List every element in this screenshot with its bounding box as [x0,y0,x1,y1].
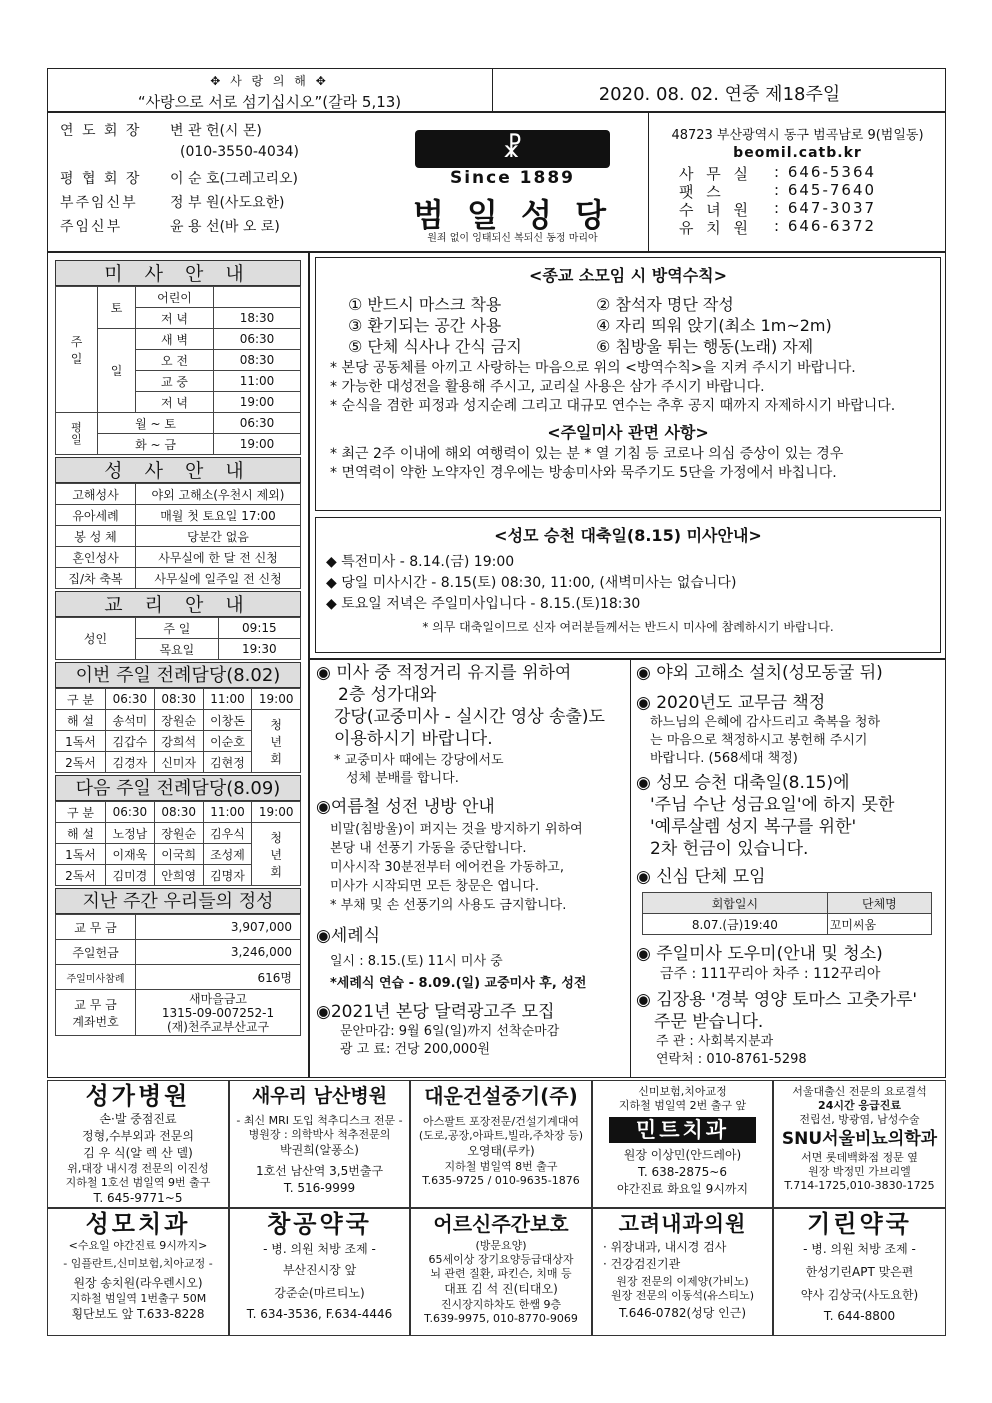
catechism-day: 주 일 [136,618,219,639]
ad-line: T.646-0782(성당 인근) [618,1306,747,1320]
sacrament-name: 봉 성 체 [56,526,136,547]
name-cell: 김미경 [106,865,155,886]
right-news [636,662,941,1069]
news-body: 비말(침방울)이 퍼지는 것을 방지하기 위하여 [330,822,583,837]
sacrament-info: 사무실에 일주일 전 신청 [136,568,301,589]
motto: “사랑으로 서로 섬기십시오”(갈라 5,13) [137,93,402,111]
ad-line: · 건강검진기관 [603,1257,681,1271]
role-cell: 2독서 [56,752,106,773]
saturday-label: 토 [98,287,136,329]
col-head: 06:30 [106,802,155,823]
ad-line: 신미보험,치아교정 [638,1085,727,1098]
ad-line: T. 638-2875~6 [638,1165,727,1179]
staff-role [60,144,180,168]
catechism-table [55,617,301,660]
ad-line: 지하철 범일역 2번 출구 앞 [618,1099,747,1112]
mass-time: 11:00 [214,371,301,392]
sacrament-title: 성 사 안 내 [55,457,301,483]
ad-line: 약사 김상국(사도요한) [800,1288,919,1302]
address: 48723 부산광역시 동구 범곡남로 9(범일동) [671,128,924,143]
mass-name: 새 벽 [136,329,214,350]
name-cell: 장원순 [154,710,203,731]
catechism-time: 19:30 [218,639,300,660]
ad-line: T. 634-3536, F.634-4446 [246,1307,393,1321]
news-body: 미사가 시작되면 모든 창문은 엽니다. [330,879,540,894]
ad-title: 어르신주간보호 [433,1212,569,1236]
mass-time: 06:30 [214,413,301,434]
ad-line: - 최신 MRI 도입 척추디스크 전문 - [236,1114,403,1127]
mass-name: 월 ~ 토 [98,413,214,434]
header-motto-box [47,68,493,112]
chi-rho-icon: ☧ [502,134,523,164]
news-title: ◉ 주일미사 도우미(안내 및 청소) [636,944,883,964]
ad-line: 한성기린APT 맞은편 [805,1265,914,1279]
ad-line: 원장 박정민 가브리엘 [808,1165,911,1178]
ad-line: T.635-9725 / 010-9635-1876 [422,1174,580,1187]
news-body: 광 고 료: 건당 200,000원 [340,1042,491,1057]
staff-list [60,120,360,240]
ad-line: 부산진시장 앞 [282,1263,357,1277]
ad-title: 민트치과 [609,1117,756,1143]
ad-namsan-hospital [229,1080,410,1208]
sacrament-name: 유아세례 [56,505,136,526]
staff-name: 이 순 호(그레고리오) [170,171,299,187]
offering-amount: 3,246,000 [136,940,301,965]
news-body: 연락처 : 010-8761-5298 [656,1052,807,1067]
meeting-date: 8.07.(금)19:40 [643,914,828,935]
ad-line: 야간진료 화요일 9시까지 [616,1182,749,1196]
ad-line: 원장 전문의 이제양(가비노) [616,1275,749,1288]
ad-line: 오영태(루카) [467,1144,535,1158]
mass-title: 미 사 안 내 [55,260,301,286]
news-body: 강당(교중미사 - 실시간 영상 송출)도 [334,707,605,727]
ad-line: - 병. 의원 처방 조제 - [803,1242,916,1256]
ad-title: 창공약국 [267,1210,372,1238]
offering-amount: 616명 [136,965,301,990]
year-theme: ✥ 사 랑 의 해 ✥ [210,74,329,88]
ad-line: T.714-1725,010-3830-1725 [784,1179,935,1192]
sunday-label: 주 일 [56,287,98,413]
catechism-title: 교 리 안 내 [55,591,301,617]
assumption-notice [315,517,941,653]
group-meeting-table [642,892,932,935]
ad-line: 아스팔트 포장전문/건설기계대여 [423,1115,579,1128]
ad-kirin-pharmacy [773,1208,946,1336]
contact-box [648,112,946,252]
role-cell: 1독서 [56,844,106,865]
name-cell: 김갑수 [106,731,155,752]
col-head: 회합일시 [643,893,828,914]
ad-line: <수요일 야간진료 9시까지> [68,1239,208,1252]
adult-label: 성인 [56,618,136,660]
ad-changgong-pharmacy [229,1208,410,1336]
mass-time: 18:30 [214,308,301,329]
ad-line: 손·발 중점진료 [99,1112,177,1126]
ad-title: 새우리 남산병원 [251,1085,388,1107]
ad-line: T. 645-9771~5 [93,1191,183,1205]
phone-number: : 646-6372 [774,217,877,235]
ad-line: T.639-9975, 010-8770-9069 [424,1312,578,1325]
name-cell: 이국희 [154,844,203,865]
news-title: ◉세례식 [316,926,381,946]
news-title: ◉ 야외 고해소 설치(성모동굴 뒤) [636,663,883,683]
news-body: '예루살렘 성지 복구를 위한' [650,817,857,837]
ad-title: SNU서울비뇨의학과 [781,1129,938,1149]
ad-title: 기린약국 [807,1210,912,1238]
name-cell: 강희석 [154,731,203,752]
ad-line: 강준순(마르티노) [274,1286,365,1300]
mass-name: 저 녁 [136,308,214,329]
rule: ③ 환기되는 공간 사용 [348,316,502,335]
ad-line: 원장 전문의 이동석(유스티노) [610,1289,755,1302]
assumption-foot: * 의무 대축일이므로 신자 여러분들께서는 반드시 미사에 참례하시기 바랍니다. [422,620,834,634]
ad-title: 대운건설중기(주) [424,1084,578,1108]
assumption-title: <성모 승천 대축일(8.15) 미사안내> [494,526,762,545]
ad-line: (방문요양) [475,1239,527,1252]
liturgy-next-table [55,801,301,886]
sacrament-info: 매월 첫 토요일 17:00 [136,505,301,526]
name-cell: 김경자 [106,752,155,773]
staff-role: 부주임신부 [60,195,138,211]
rule: ④ 자리 띄워 앉기(최소 1m~2m) [596,316,832,335]
news-body: 주문 받습니다. [654,1012,764,1032]
rule: ① 반드시 마스크 착용 [348,295,502,314]
mass-table [55,286,301,455]
news-body: 본당 내 선풍기 가동을 중단합니다. [330,841,527,856]
ad-title: 성가병원 [85,1082,191,1110]
staff-role: 연 도 회 장 [60,123,142,139]
news-title: ◉ 미사 중 적정거리 유지를 위하여 [316,663,572,683]
phone-label: 팻 스 [679,183,725,201]
name-cell: 노정남 [106,823,155,844]
staff-role: 평 협 회 장 [60,171,142,187]
mass-name: 교 중 [136,371,214,392]
ad-line: (도로,공장,아파트,빌라,주차장 등) [418,1129,584,1142]
ad-sungga-hospital [47,1080,229,1208]
assumption-item: ◆ 토요일 저녁은 주일미사입니다 - 8.15.(토)18:30 [326,596,641,612]
mass-name: 저 녁 [136,392,214,413]
news-body: 문안마감: 9월 6일(일)까지 선착순마감 [340,1024,560,1039]
ad-line: 횡단보도 앞 T.633-8228 [71,1307,205,1321]
rule: ⑥ 침방울 튀는 행동(노래) 자제 [596,337,814,356]
phone-number: : 647-3037 [774,199,877,217]
sacrament-name: 집/차 축복 [56,568,136,589]
ad-line: - 병. 의원 처방 조제 - [263,1242,376,1256]
covid-notice [315,257,941,511]
catechism-day: 목요일 [136,639,219,660]
staff-name: 정 부 원(사도요한) [170,195,285,211]
church-patron: 원죄 없이 잉태되신 복되신 동정 마리아 [427,233,598,244]
logo-since: Since 1889 [449,168,575,188]
ad-line: T. 516-9999 [283,1181,356,1195]
sunday-day-label: 일 [98,329,136,413]
assumption-item: ◆ 당일 미사시간 - 8.15(토) 08:30, 11:00, (새벽미사는 없습니다) [326,575,737,591]
bank-name: 새마을금고 [189,991,247,1006]
left-news [316,662,626,1059]
news-body: 하느님의 은혜에 감사드리고 축복을 청하 [650,715,881,730]
sacrament-info: 당분간 없음 [136,526,301,547]
phone-label: 유 치 원 [679,219,753,237]
name-cell: 신미자 [154,752,203,773]
name-cell: 김우식 [203,823,252,844]
rule: ⑤ 단체 식사나 간식 금지 [348,337,522,356]
news-body: 2차 헌금이 있습니다. [650,839,809,859]
account-label: 교 무 금 계좌번호 [56,990,136,1036]
phone-label: 사 무 실 [679,165,753,183]
phone-label: 수 녀 원 [679,201,753,219]
ad-title: 성모치과 [85,1210,191,1238]
liturgy-next-title: 다음 주일 전례담당(8.09) [55,775,301,801]
sacrament-info: 사무실에 한 달 전 신청 [136,547,301,568]
note: * 순식을 겸한 피정과 성지순례 그리고 대규모 연수는 추후 공지 때까지 자제하시기 바랍니다. [330,398,896,414]
ad-line: 65세이상 장기요양등급대상자 [428,1253,574,1266]
staff-name: 윤 용 선(바 오 로) [170,219,280,235]
col-head: 단체명 [827,893,931,914]
note: * 가능한 대성전을 활용해 주시고, 교리실 사용은 삼가 주시기 바랍니다. [330,379,765,395]
col-head: 19:00 [252,689,301,710]
news-body: 2층 성가대와 [338,685,437,705]
name-cell: 조성제 [203,844,252,865]
website[interactable]: beomil.catb.kr [733,145,862,161]
phone-number: : 645-7640 [774,181,877,199]
catechism-time: 09:15 [218,618,300,639]
news-body: 이용하시기 바랍니다. [334,729,493,749]
col-head: 구 분 [56,802,106,823]
offering-title: 지난 주간 우리들의 정성 [55,888,301,914]
ad-line: 지하철 범일역 1번출구 50M [69,1292,207,1305]
ad-line: 서면 롯데백화점 정문 옆 [801,1151,918,1164]
church-name: 범 일 성 당 [412,196,613,234]
ad-line: 위,대장 내시경 전문의 이진성 [67,1162,209,1175]
col-head: 19:00 [252,802,301,823]
mass-time [214,287,301,308]
youth-cell: 청 년 회 [252,823,301,886]
ad-mint-dental [592,1080,773,1208]
ad-daewoon [410,1080,592,1208]
liturgy-this-table [55,688,301,773]
name-cell: 김명자 [203,865,252,886]
name-cell: 장원순 [154,823,203,844]
staff-phone: (010-3550-4034) [180,144,300,160]
news-body: 바랍니다. (568세대 책정) [650,751,798,766]
col-head: 11:00 [203,802,252,823]
mass-name: 어린이 [136,287,214,308]
mass-section [55,260,301,1036]
ad-line: 전립선, 방광염, 남성수술 [799,1113,920,1126]
ad-line: 1호선 남산역 3,5번출구 [255,1164,384,1178]
logo-band [415,130,610,168]
sacrament-table [55,483,301,589]
col-head: 06:30 [106,689,155,710]
mass-name: 화 ~ 금 [98,434,214,455]
ad-line: 원장 이상민(안드레아) [623,1148,742,1162]
ad-line: 대표 김 석 진(티대오) [444,1282,558,1296]
assumption-item: ◆ 특전미사 - 8.14.(금) 19:00 [326,554,515,570]
col-head: 08:30 [154,802,203,823]
covid-title: <종교 소모임 시 방역수칙> [528,266,728,285]
ad-goryeo-clinic [592,1208,773,1336]
mass-time: 08:30 [214,350,301,371]
ad-line: 24시간 응급진료 [818,1099,901,1112]
ad-line: 뇌 관련 질환, 파킨슨, 치매 등 [430,1267,572,1280]
date-line: 2020. 08. 02. 연중 제18주일 [598,84,841,105]
ad-line: 지하철 범일역 8번 출구 [444,1160,558,1173]
col-head: 11:00 [203,689,252,710]
group-name: 꼬미씨움 [827,914,931,935]
note: * 최근 2주 이내에 해외 여행력이 있는 분 * 열 기침 등 코로나 의심 증상이 있는 경우 [330,446,844,462]
news-title: ◉ 신심 단체 모임 [636,867,766,887]
offering-label: 주일헌금 [56,940,136,965]
offering-table [55,914,301,1036]
news-body: 일시 : 8.15.(토) 11시 미사 중 [330,954,503,969]
mass-name: 오 전 [136,350,214,371]
news-body: *세례식 연습 - 8.09.(일) 교중미사 후, 성전 [330,976,587,991]
mass-time: 19:00 [214,392,301,413]
note: * 본당 공동체를 아끼고 사랑하는 마음으로 위의 <방역수칙>을 지켜 주시기 바랍니다. [330,360,856,376]
ad-line: 서울대출신 전문의 요로결석 [792,1085,927,1098]
ad-line: - 임플란트,신미보험,치아교정 - [63,1257,213,1270]
news-body: 는 마음으로 책정하시고 봉헌해 주시기 [650,733,868,748]
news-body: * 부채 및 손 선풍기의 사용도 금지합니다. [330,898,567,913]
weekday-label: 평 일 [56,413,98,455]
ad-line: 지하철 1호선 범일역 9번 출구 [65,1176,211,1189]
news-note: 성체 분배를 합니다. [346,771,459,786]
ad-line: · 위장내과, 내시경 검사 [603,1240,727,1254]
news-title: ◉ 2020년도 교무금 책정 [636,693,826,713]
mass-time: 19:00 [214,434,301,455]
youth-cell: 청 년 회 [252,710,301,773]
col-head: 구 분 [56,689,106,710]
role-cell: 1독서 [56,731,106,752]
news-note: * 교중미사 때에는 강당에서도 [334,753,504,768]
name-cell: 김현정 [203,752,252,773]
role-cell: 해 설 [56,710,106,731]
news-title: ◉여름철 성전 냉방 안내 [316,797,495,817]
col-head: 08:30 [154,689,203,710]
name-cell: 안희영 [154,865,203,886]
ad-line: 박권희(알퐁소) [280,1143,359,1157]
news-title: ◉ 김장용 '경북 영양 토마스 고춧가루' [636,990,918,1010]
mass-time: 06:30 [214,329,301,350]
news-body: 금주 : 111꾸리아 차주 : 112꾸리아 [660,966,881,982]
ad-sungmo-dental [47,1208,229,1336]
offering-amount: 3,907,000 [136,915,301,940]
account-number: 1315-09-007252-1 [161,1005,275,1020]
note: * 면역력이 약한 노약자인 경우에는 방송미사와 묵주기도 5단을 가정에서 바칩니다. [330,465,837,481]
phone-number: : 646-5364 [774,163,877,181]
sacrament-name: 혼인성사 [56,547,136,568]
ad-line: 김 우 식(알 렉 산 델) [83,1146,193,1160]
ad-line: 정형,수부외과 전문의 [82,1129,194,1143]
role-cell: 해 설 [56,823,106,844]
name-cell: 이순호 [203,731,252,752]
sacrament-name: 고해성사 [56,484,136,505]
ad-line: 병원장 : 의학박사 척추전문의 [248,1128,391,1141]
name-cell: 이재욱 [106,844,155,865]
name-cell: 이창돈 [203,710,252,731]
news-body: 주 관 : 사회복지분과 [656,1034,774,1049]
ad-daycare [410,1208,592,1336]
staff-role: 주임신부 [60,219,123,235]
news-title: ◉2021년 본당 달력광고주 모집 [316,1002,555,1022]
exemption-title: <주일미사 관면 사항> [547,423,709,442]
offering-label: 주일미사참례 [56,965,136,990]
account-holder: (재)천주교부산교구 [166,1019,270,1034]
news-divider [630,659,631,1078]
ad-line: 원장 송치원(라우렌시오) [73,1276,203,1290]
offering-label: 교 무 금 [56,915,136,940]
role-cell: 2독서 [56,865,106,886]
name-cell: 송석미 [106,710,155,731]
news-title: ◉ 성모 승천 대축일(8.15)에 [636,773,850,793]
liturgy-this-title: 이번 주일 전례담당(8.02) [55,662,301,688]
staff-name: 변 관 헌(시 몬) [170,123,262,139]
ad-title: 고려내과의원 [618,1212,747,1236]
news-body: 미사시작 30분전부터 에어컨을 가동하고, [330,860,564,875]
sacrament-info: 야외 고해소(우천시 제외) [136,484,301,505]
ad-line: T. 644-8800 [823,1309,896,1323]
ad-line: 진시장지하차도 한쌤 9층 [440,1298,562,1311]
ad-snu-urology [773,1080,946,1208]
news-body: '주님 수난 성금요일'에 하지 못한 [650,795,895,815]
rule: ② 참석자 명단 작성 [596,295,734,314]
